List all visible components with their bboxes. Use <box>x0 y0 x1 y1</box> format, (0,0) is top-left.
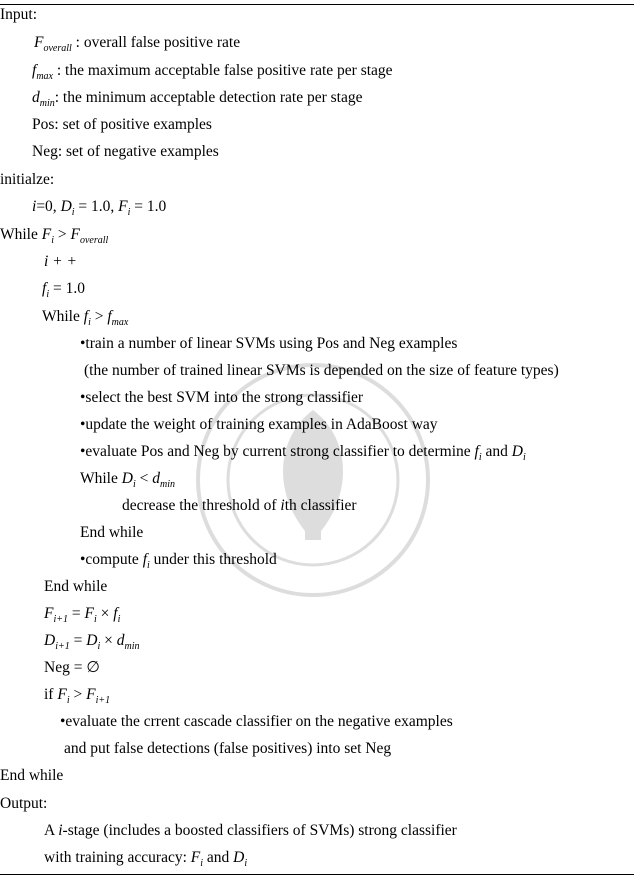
line-d-min: $d_{min}$: the minimum acceptable detection rate per stage <box>32 89 363 109</box>
line-output-classifier: A i-stage (includes a boosted classifiers of SVMs) strong classifier <box>44 822 457 839</box>
line-output-accuracy: with training accuracy: $F_i$ and $D_i$ <box>44 849 248 869</box>
line-svm-count-note: (the number of trained linear SVMs is depended on the size of feature types) <box>84 362 559 379</box>
line-neg: Neg: set of negative examples <box>32 143 219 160</box>
line-f-overall: $F_{overall}$ : overall false positive rate <box>34 34 241 54</box>
line-inner-while: While $f_i > f_{max}$ <box>42 308 129 328</box>
line-initialize-values: i=0, $D_i = 1.0$, $F_i = 1.0$ <box>32 198 167 218</box>
line-neg-empty: Neg = ∅ <box>44 659 100 676</box>
line-threshold-while: While $D_i < d_{min}$ <box>80 470 175 490</box>
line-select-best: •select the best SVM into the strong classifier <box>80 389 364 406</box>
top-rule <box>0 4 634 5</box>
line-increment-i: i + + <box>44 253 77 270</box>
line-evaluate-cascade: •evaluate the crrent cascade classifier on the negative examples <box>60 713 453 730</box>
line-update-weights: •update the weight of training examples in AdaBoost way <box>80 416 438 433</box>
line-end-while-inner: End while <box>80 524 144 541</box>
line-end-while-stage: End while <box>44 578 108 595</box>
line-compute-fi: •compute $f_i$ under this threshold <box>80 551 277 571</box>
line-if-condition: if $F_i > F_{i+1}$ <box>44 686 111 706</box>
line-evaluate: •evaluate Pos and Neg by current strong classifier to determine $f_i$ and $D_i$ <box>80 443 526 463</box>
line-pos: Pos: set of positive examples <box>32 116 212 133</box>
line-outer-while: While $F_i > F_{overall}$ <box>0 226 109 246</box>
line-train-svms: •train a number of linear SVMs using Pos and Neg examples <box>80 335 458 352</box>
line-input-label: Input: <box>0 6 38 23</box>
bottom-rule <box>0 874 634 875</box>
line-output-label: Output: <box>0 795 48 812</box>
line-initialize-label: initialze: <box>0 171 55 188</box>
line-end-while-outer: End while <box>0 767 64 784</box>
line-decrease-threshold: decrease the threshold of ith classifier <box>122 497 357 514</box>
line-update-F: $F_{i+1} = F_i \times f_i$ <box>44 605 121 625</box>
line-update-D: $D_{i+1} = D_i \times d_{min}$ <box>44 632 140 652</box>
line-put-false-detections: and put false detections (false positives) into set Neg <box>64 740 392 757</box>
line-f-max: $f_{max}$ : the maximum acceptable false positive rate per stage <box>32 62 393 82</box>
line-fi-reset: $f_i = 1.0$ <box>42 280 85 300</box>
